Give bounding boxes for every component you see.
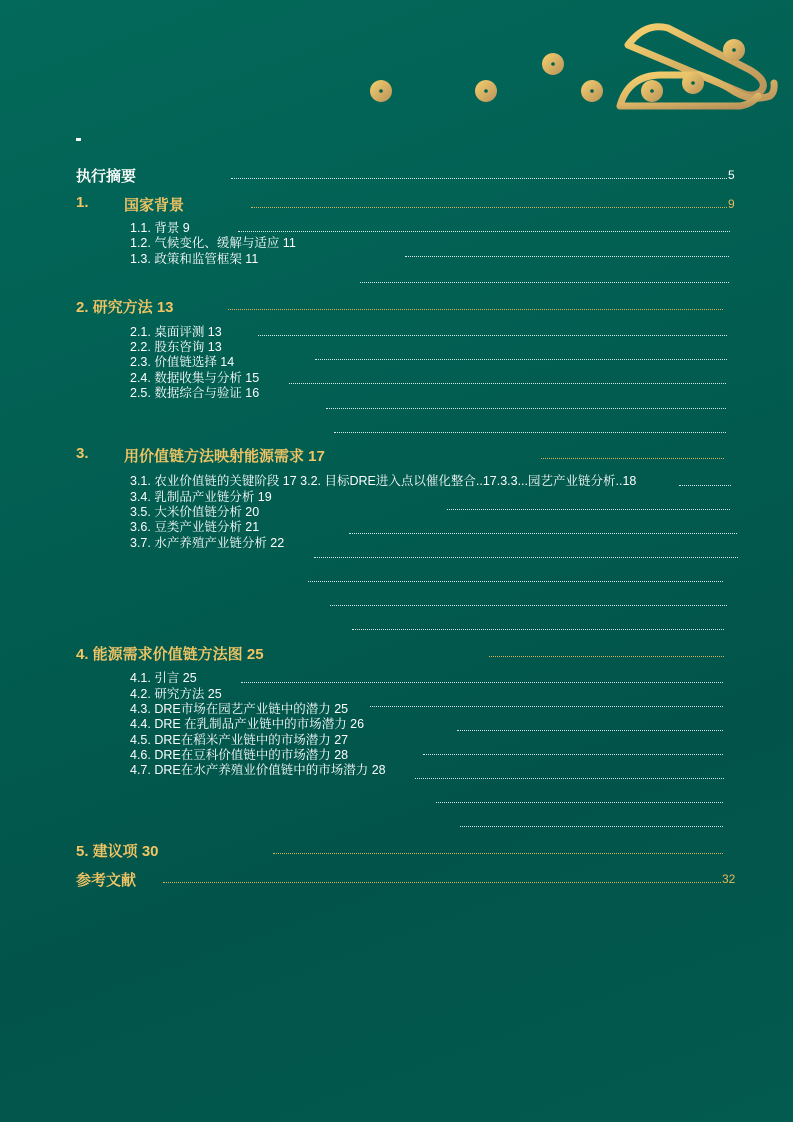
toc-item-4-4[interactable]: 4.4. DRE 在乳制品产业链中的市场潜力 26 — [130, 717, 365, 731]
toc-section-2[interactable]: 2. 研究方法 13 — [76, 299, 174, 316]
toc-leader — [436, 802, 723, 803]
toc-leader — [447, 509, 730, 510]
toc-leader — [423, 754, 723, 755]
toc-leader — [163, 882, 721, 883]
toc-leader — [370, 706, 723, 707]
toc-exec-summary[interactable]: 执行摘要 — [76, 168, 137, 185]
toc-item-3-5[interactable]: 3.5. 大米价值链分析 20 — [130, 505, 260, 519]
toc-page-number: 5 — [728, 168, 735, 182]
toc-leader — [258, 335, 727, 336]
toc-leader — [679, 485, 731, 486]
toc-leader — [231, 178, 727, 179]
toc-leader — [460, 826, 723, 827]
toc-item-3-6[interactable]: 3.6. 豆类产业链分析 21 — [130, 520, 260, 534]
toc-leader — [415, 778, 724, 779]
toc-leader — [405, 256, 729, 257]
toc-item-3-7[interactable]: 3.7. 水产养殖产业链分析 22 — [130, 536, 285, 550]
toc-page-number: 32 — [722, 872, 736, 886]
toc-leader — [315, 359, 727, 360]
toc-leader — [289, 383, 726, 384]
toc-leader — [349, 533, 737, 534]
toc-section-number: 1. — [76, 194, 89, 211]
toc-leader — [228, 309, 723, 310]
toc-item-4-1[interactable]: 4.1. 引言 25 — [130, 671, 197, 685]
toc-section-4[interactable]: 4. 能源需求价值链方法图 25 — [76, 646, 264, 663]
toc-item-3-4[interactable]: 3.4. 乳制品产业链分析 19 — [130, 490, 272, 504]
toc-leader — [334, 432, 726, 433]
toc-leader — [457, 730, 723, 731]
toc-leader — [489, 656, 724, 657]
toc-leader — [352, 629, 724, 630]
toc-leader — [273, 853, 723, 854]
toc-item-1-3[interactable]: 1.3. 政策和监管框架 11 — [130, 252, 259, 266]
toc-leader — [238, 231, 730, 232]
toc-item-4-3[interactable]: 4.3. DRE市场在园艺产业链中的潜力 25 — [130, 702, 349, 716]
toc-leader — [308, 581, 723, 582]
gold-logo-icon — [360, 0, 793, 130]
toc-section-5[interactable]: 5. 建议项 30 — [76, 843, 159, 860]
toc-item-2-5[interactable]: 2.5. 数据综合与验证 16 — [130, 386, 260, 400]
toc-item-4-2[interactable]: 4.2. 研究方法 25 — [130, 687, 222, 701]
toc-leader — [251, 207, 727, 208]
toc-leader — [314, 557, 738, 558]
toc-item-2-2[interactable]: 2.2. 股东咨询 13 — [130, 340, 222, 354]
toc-references[interactable]: 参考文献 — [76, 872, 137, 889]
bullet-marker — [76, 138, 81, 141]
toc-leader — [360, 282, 729, 283]
toc-leader — [330, 605, 727, 606]
toc-item-4-5[interactable]: 4.5. DRE在稻米产业链中的市场潜力 27 — [130, 733, 349, 747]
toc-item-2-1[interactable]: 2.1. 桌面评测 13 — [130, 325, 222, 339]
toc-section-1[interactable]: 国家背景 — [124, 197, 185, 214]
toc-item-1-2[interactable]: 1.2. 气候变化、缓解与适应 11 — [130, 236, 296, 250]
toc-item-4-6[interactable]: 4.6. DRE在豆科价值链中的市场潜力 28 — [130, 748, 349, 762]
toc-item-4-7[interactable]: 4.7. DRE在水产养殖业价值链中的市场潜力 28 — [130, 763, 386, 777]
toc-leader — [541, 458, 724, 459]
toc-leader — [241, 682, 723, 683]
toc-section-3[interactable]: 用价值链方法映射能源需求 17 — [124, 448, 325, 465]
toc-item-2-4[interactable]: 2.4. 数据收集与分析 15 — [130, 371, 260, 385]
toc-item-1-1[interactable]: 1.1. 背景 9 — [130, 221, 190, 235]
toc-item-2-3[interactable]: 2.3. 价值链选择 14 — [130, 355, 235, 369]
toc-item-3-1[interactable]: 3.1. 农业价值链的关键阶段 17 3.2. 目标DRE进入点以催化整合..17.3.3...园艺产业链分析..18 — [130, 474, 637, 488]
toc-page-number: 9 — [728, 197, 735, 211]
toc-leader — [326, 408, 726, 409]
toc-section-number: 3. — [76, 445, 89, 462]
